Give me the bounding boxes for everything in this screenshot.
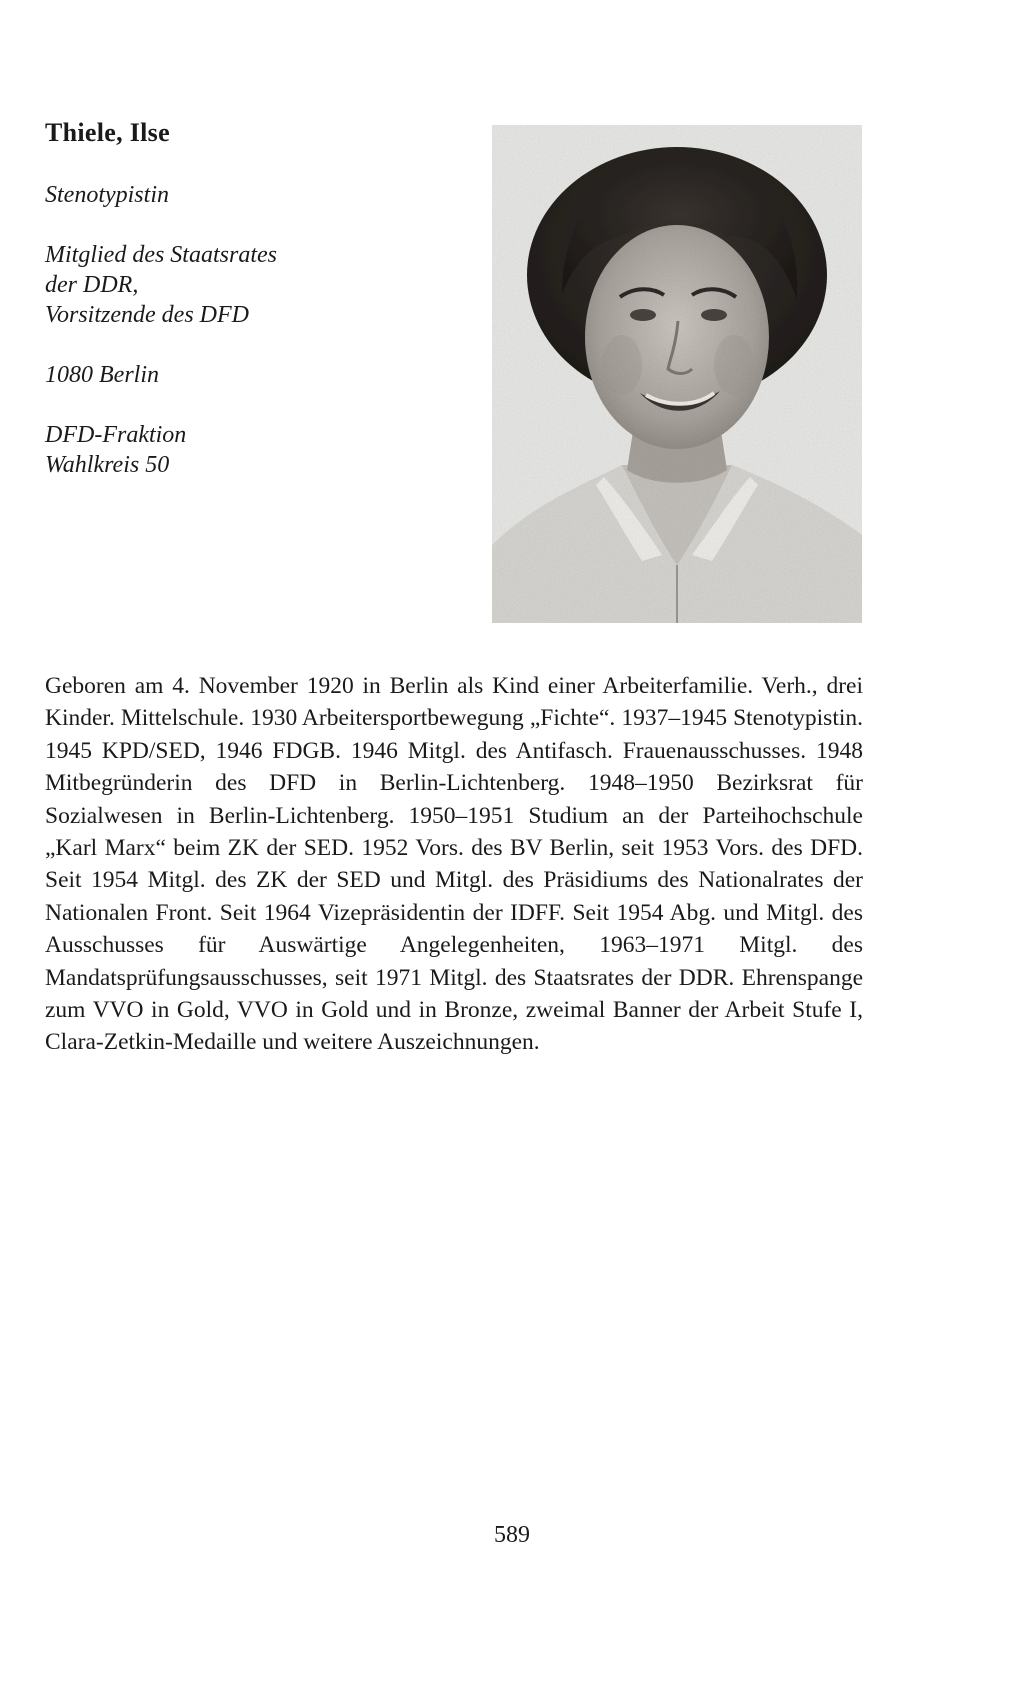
faction: DFD-Fraktion: [45, 422, 187, 448]
occupation-group: [45, 180, 465, 210]
portrait-photo: [492, 125, 862, 623]
biography-text: Geboren am 4. November 1920 in Berlin als Kind einer Arbeiterfamilie. Verh., drei Kinder. Mittelschule. 1930 Arbeitersportbewegung „Fichte“. 1937–1945 Stenotypistin. 1945 KPD/SED, 1946 FDGB. 1946 Mitgl. des Antifasch. Frauenausschusses. 1948 Mitbegründerin des DFD in Berlin-Lichtenberg. 1948–1950 Bezirksrat für Sozialwesen in Berlin-Lichtenberg. 1950–1951 Studium an der Parteihochschule „Karl Marx“ beim ZK der SED. 1952 Vors. des BV Berlin, seit 1953 Vors. des DFD. Seit 1954 Mitgl. des ZK der SED und Mitgl. des Präsidiums des Nationalrates der Nationalen Front. Seit 1964 Vizepräsidentin der IDFF. Seit 1954 Abg. und Mitgl. des Ausschusses für Auswärtige Angelegenheiten, 1963–1971 Mitgl. des Mandatsprüfungsausschusses, seit 1971 Mitgl. des Staatsrates der DDR. Ehrenspange zum VVO in Gold, VVO in Gold und in Bronze, zweimal Banner der Arbeit Stufe I, Clara-Zetkin-Medaille und weitere Auszeichnungen.: [45, 673, 863, 1056]
location: 1080 Berlin: [45, 362, 159, 388]
position-line: der DDR,: [45, 272, 139, 298]
entry-metadata: [45, 180, 465, 510]
entry-name: Thiele, Ilse: [45, 118, 170, 147]
positions-group: [45, 240, 465, 330]
faction-group: [45, 420, 465, 480]
location-group: [45, 360, 465, 390]
position-line: Vorsitzende des DFD: [45, 302, 249, 328]
position-line: Mitglied des Staatsrates: [45, 242, 277, 268]
occupation: Stenotypistin: [45, 182, 169, 208]
portrait-image: [492, 125, 862, 623]
page-number: 589: [494, 1522, 530, 1548]
constituency: Wahlkreis 50: [45, 452, 170, 478]
